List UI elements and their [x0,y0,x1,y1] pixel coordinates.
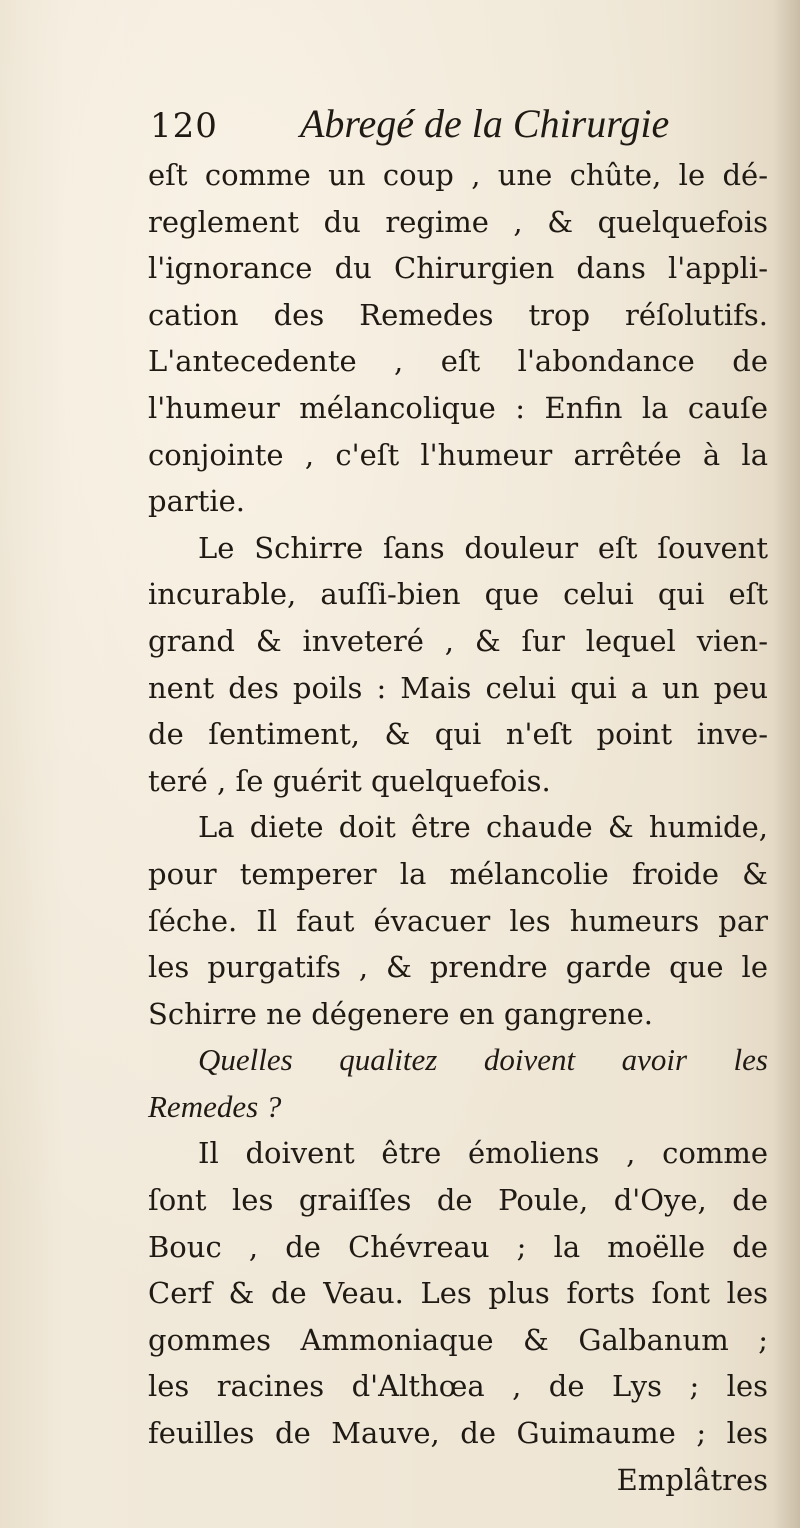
text-line: nent des poils : Mais celui qui a un peu [148,670,768,705]
page-edge-shadow [772,0,800,1528]
text-line: les racines d'Althœa , de Lys ; les [148,1369,768,1404]
text-line: les purgatifs , & prendre garde que le [148,950,768,985]
text-line: Le Schirre ſans douleur eſt ſouvent [198,530,768,565]
question-heading: Quelles qualitez doivent avoir les [198,1042,768,1078]
text-line: L'antecedente , eſt l'abondance de [148,344,768,379]
text-line: de ſentiment, & qui n'eſt point inve- [148,717,768,752]
text-line: cation des Remedes trop réſolutifs. [148,297,768,332]
text-line: La diete doit être chaude & humide, [198,810,768,845]
text-line: partie. [148,484,246,519]
text-line: incurable, auſſi-bien que celui qui eſt [148,577,768,612]
catchword: Emplâtres [616,1462,768,1497]
page-header [150,100,710,152]
text-line: ſont les graiſſes de Poule, d'Oye, de [148,1183,768,1218]
text-line: l'humeur mélancolique : Enfin la cauſe [148,390,768,425]
text-line: reglement du regime , & quelquefois [148,204,768,239]
text-line: l'ignorance du Chirurgien dans l'appli- [148,251,768,286]
text-line: Il doivent être émoliens , comme [198,1136,768,1171]
text-line: Schirre ne dégenere en gangrene. [148,996,653,1031]
body-text [148,152,768,1503]
text-line: eſt comme un coup , une chûte, le dé- [148,158,768,192]
running-title: Abregé de la Chirurgie [300,101,670,146]
question-heading: Remedes ? [148,1088,282,1124]
text-line: Bouc , de Chévreau ; la moëlle de [148,1229,768,1264]
text-line: conjointe , c'eſt l'humeur arrêtée à la [148,437,768,472]
page-number: 120 [150,106,218,146]
text-line: feuilles de Mauve, de Guimaume ; les [148,1416,768,1451]
text-line: gommes Ammoniaque & Galbanum ; [148,1322,768,1357]
text-line: pour temperer la mélancolie froide & [148,856,768,891]
text-line: ſéche. Il faut évacuer les humeurs par [148,903,768,938]
text-line: teré , ſe guérit quelquefois. [148,763,551,798]
text-line: grand & inveteré , & ſur lequel vien- [148,623,768,658]
text-line: Cerf & de Veau. Les plus forts ſont les [148,1276,768,1311]
